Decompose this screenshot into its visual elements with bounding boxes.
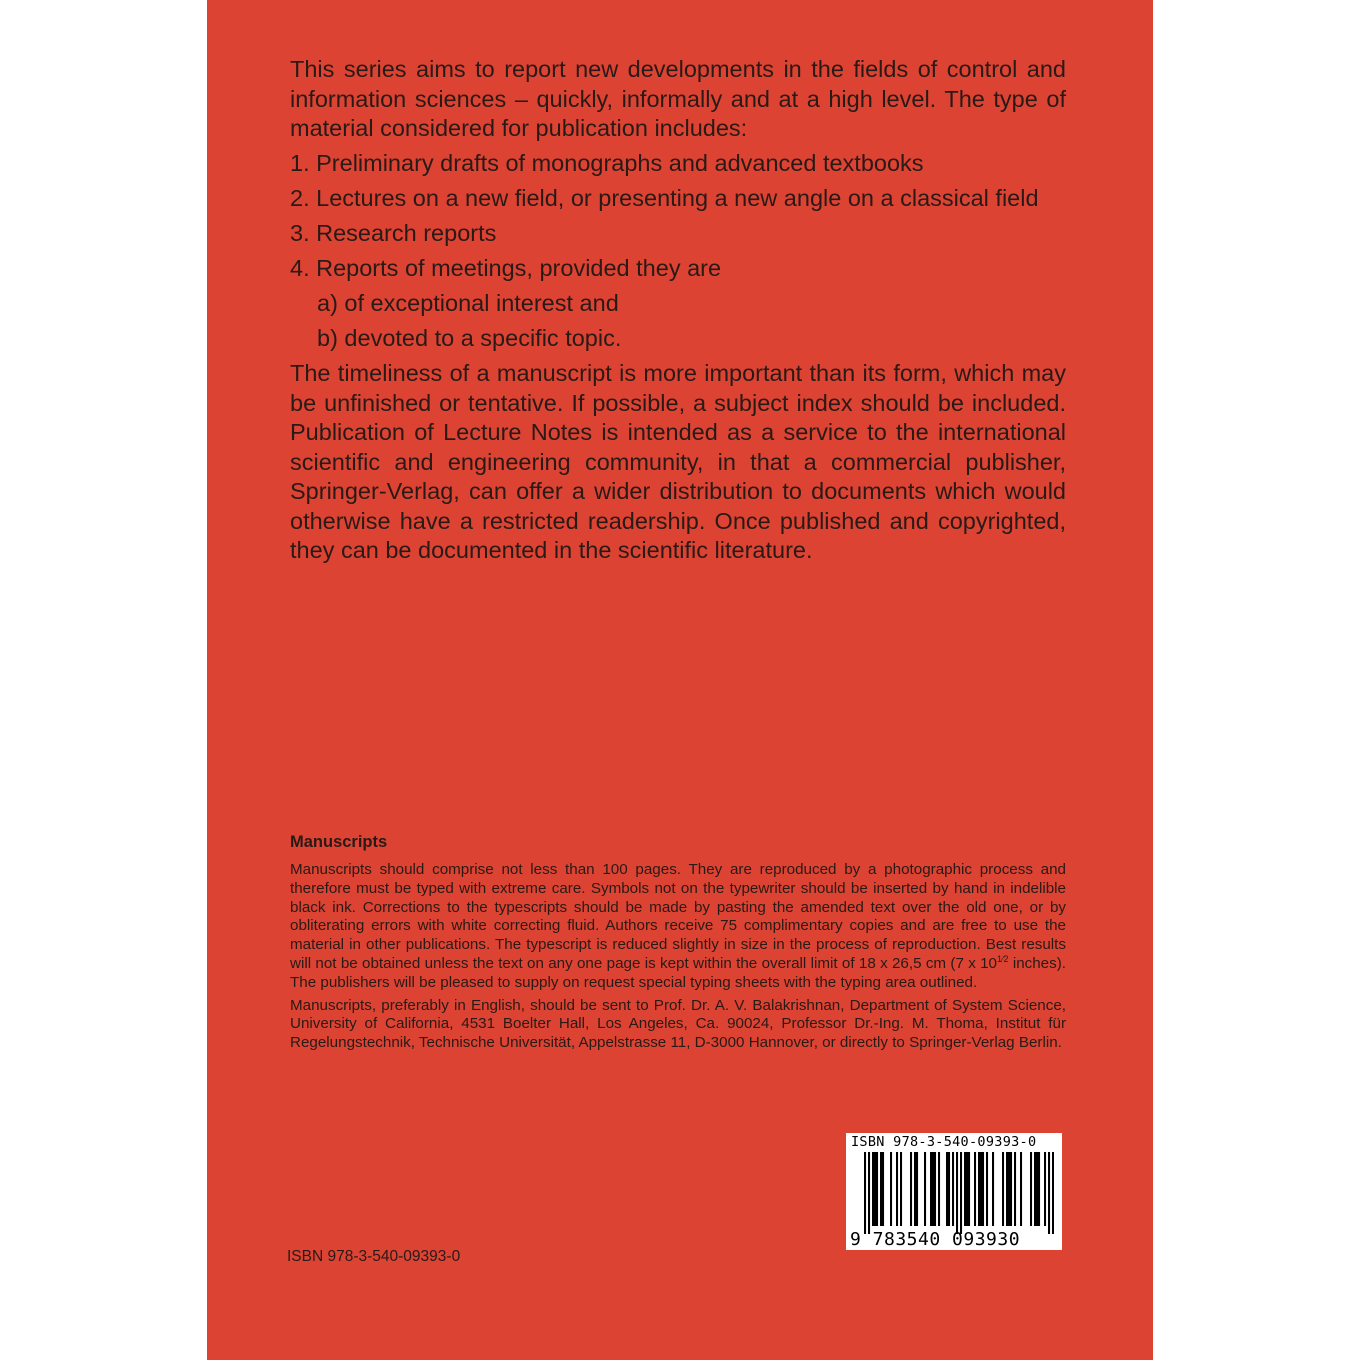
back-cover: [207, 0, 1153, 1360]
publication-types-list: [290, 149, 1066, 354]
barcode-bar: [1020, 1152, 1022, 1226]
barcode-bar: [930, 1152, 932, 1226]
barcode-bar: [880, 1152, 882, 1226]
list-item: 3. Research reports: [290, 220, 497, 246]
barcode-bar: [964, 1152, 966, 1226]
barcode-bar: [982, 1152, 984, 1226]
barcode-bar: [874, 1152, 876, 1226]
list-item: 2. Lectures on a new field, or presenting a new angle on a classical field: [290, 185, 1039, 211]
sub-list-item: b) devoted to a specific topic.: [317, 325, 622, 351]
closing-paragraph: The timeliness of a manuscript is more important than its form, which may be unfinished or tentative. If possible, a subject index should be included. Publication of Lecture Notes is intended as a service to the international scientific and engineering community, in that a commercial publisher, Springer-Verlag, can offer a wider distribution to documents which would otherwise have a restricted readership. Once published and copyrighted, they can be documented in the scientific literature.: [290, 360, 1066, 563]
barcode-guard-bar: [868, 1152, 870, 1234]
barcode-guard-bar: [960, 1152, 962, 1234]
barcode-bar: [978, 1152, 980, 1226]
list-item: 1. Preliminary drafts of monographs and advanced textbooks: [290, 150, 924, 176]
barcode-bar: [872, 1152, 874, 1226]
barcode-bar: [910, 1152, 912, 1226]
barcode-bar: [948, 1152, 950, 1226]
barcode-bar: [938, 1152, 940, 1226]
barcode-bar: [890, 1152, 892, 1226]
manuscripts-text: inches). The publishers will be pleased to supply on request special typing sheets with the typing area outlined.: [290, 954, 1066, 991]
barcode-bar: [1010, 1152, 1012, 1226]
barcode-bar: [932, 1152, 934, 1226]
barcode-bar: [882, 1152, 884, 1226]
series-description: [290, 55, 1066, 566]
manuscripts-address-paragraph: Manuscripts, preferably in English, should be sent to Prof. Dr. A. V. Balakrishnan, Department of System Science, University of California, 4531 Boelter Hall, Los Angeles, Ca. 90024, Professor Dr.-Ing. M. Thoma, Institut für Regelungstechnik, Technische Universität, Appelstrasse 11, D-3000 Hannover, or directly to Springer-Verlag Berlin.: [290, 996, 1066, 1052]
barcode-bar: [992, 1152, 994, 1226]
barcode-guard-bar: [1052, 1152, 1054, 1234]
sub-list-item: a) of exceptional interest and: [317, 290, 619, 316]
barcode-bar: [916, 1152, 918, 1226]
list-item: 4. Reports of meetings, provided they are: [290, 255, 722, 281]
barcode-bar: [924, 1152, 926, 1226]
barcode-bar: [946, 1152, 948, 1226]
barcode-bar: [934, 1152, 936, 1226]
barcode-bar: [1002, 1152, 1004, 1226]
barcode-bar: [896, 1152, 898, 1226]
barcode-bar: [966, 1152, 968, 1226]
barcode-bars: [864, 1152, 1054, 1234]
barcode-guard-bar: [956, 1152, 958, 1234]
barcode-guard-bar: [864, 1152, 866, 1234]
barcode-bar: [986, 1152, 988, 1226]
barcode-bar: [1008, 1152, 1010, 1226]
isbn-footer: ISBN 978-3-540-09393-0: [287, 1248, 461, 1265]
manuscripts-paragraph: [290, 861, 1066, 993]
barcode-bar: [1030, 1152, 1032, 1226]
manuscripts-section: [290, 832, 1066, 1057]
manuscripts-heading: Manuscripts: [290, 833, 388, 851]
barcode-bar: [968, 1152, 970, 1226]
barcode-bar: [980, 1152, 982, 1226]
intro-paragraph: This series aims to report new developments in the fields of control and information sciences – quickly, informally and at a high level. The type of material considered for publication includes:: [290, 56, 1066, 141]
barcode-bar: [1036, 1152, 1038, 1226]
barcode-bar: [876, 1152, 878, 1226]
fraction-half: 1⁄2: [997, 953, 1009, 964]
barcode-isbn-label: ISBN 978-3-540-09393-0: [851, 1134, 1037, 1150]
barcode-guard-bar: [1048, 1152, 1050, 1234]
barcode-bar: [1006, 1152, 1008, 1226]
barcode-bar: [914, 1152, 916, 1226]
barcode-bar: [1034, 1152, 1036, 1226]
barcode-bar: [1044, 1152, 1046, 1226]
barcode-bar: [974, 1152, 976, 1226]
manuscripts-text: Manuscripts should comprise not less than 100 pages. They are reproduced by a photographic process and therefore must be typed with extreme care. Symbols not on the typewriter should be inserted by hand in indelible black ink. Corrections to the typescripts should be made by pasting the amended text over the old one, or by obliterating errors with white correcting fluid. Authors receive 75 complimentary copies and are free to use the material in other publications. The typescript is reduced slightly in size in the process of reproduction. Best results will not be obtained unless the text on any one page is kept within the overall limit of 18 x 26,5 cm (7 x 10: [290, 861, 1066, 972]
barcode-bar: [1038, 1152, 1040, 1226]
barcode-digits: 9 783540 093930: [850, 1229, 1021, 1250]
isbn-barcode: [846, 1133, 1062, 1250]
barcode-bar: [900, 1152, 902, 1226]
barcode-bar: [1014, 1152, 1016, 1226]
barcode-bar: [952, 1152, 954, 1226]
